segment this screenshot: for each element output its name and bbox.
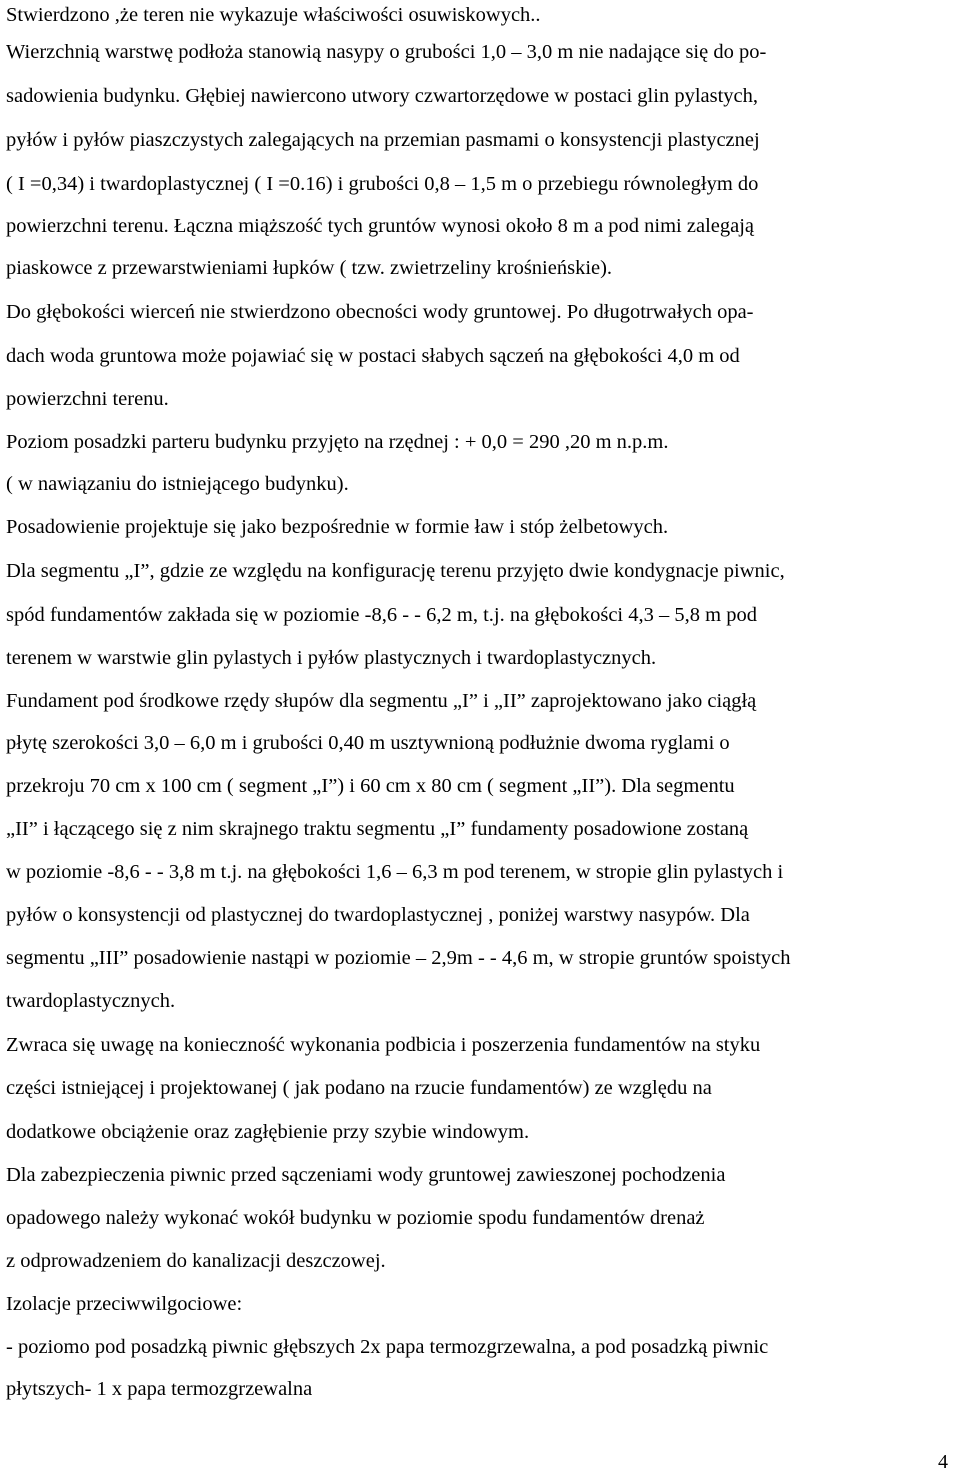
text-line: dodatkowe obciążenie oraz zagłębienie przy szybie windowym. xyxy=(6,1121,530,1143)
text-line: Stwierdzono ,że teren nie wykazuje właściwości osuwiskowych.. xyxy=(6,4,541,26)
text-line: ( I =0,34) i twardoplastycznej ( I =0.16) i grubości 0,8 – 1,5 m o przebiegu równoległym do xyxy=(6,173,759,195)
text-line: Do głębokości wierceń nie stwierdzono obecności wody gruntowej. Po długotrwałych opa- xyxy=(6,301,754,323)
text-line: segmentu „III” posadowienie nastąpi w poziomie – 2,9m - - 4,6 m, w stropie gruntów spoistych xyxy=(6,947,791,969)
text-line: części istniejącej i projektowanej ( jak podano na rzucie fundamentów) ze względu na xyxy=(6,1077,712,1099)
text-line: Fundament pod środkowe rzędy słupów dla segmentu „I” i „II” zaprojektowano jako ciągłą xyxy=(6,690,757,712)
text-line: twardoplastycznych. xyxy=(6,990,176,1012)
text-line: Izolacje przeciwwilgociowe: xyxy=(6,1293,243,1315)
text-line: Posadowienie projektuje się jako bezpośrednie w formie ław i stóp żelbetowych. xyxy=(6,516,669,538)
text-line: terenem w warstwie glin pylastych i pyłów plastycznych i twardoplastycznych. xyxy=(6,647,657,669)
text-line: ( w nawiązaniu do istniejącego budynku). xyxy=(6,473,349,495)
text-line: powierzchni terenu. Łączna miąższość tych gruntów wynosi około 8 m a pod nimi zalegają xyxy=(6,215,755,237)
page-number: 4 xyxy=(938,1451,948,1473)
text-line: sadowienia budynku. Głębiej nawiercono utwory czwartorzędowe w postaci glin pylastych, xyxy=(6,85,759,107)
text-line: pyłów i pyłów piaszczystych zalegających na przemian pasmami o konsystencji plastycznej xyxy=(6,129,760,151)
text-line: - poziomo pod posadzką piwnic głębszych 2x papa termozgrzewalna, a pod posadzką piwnic xyxy=(6,1336,769,1358)
text-line: Wierzchnią warstwę podłoża stanowią nasypy o grubości 1,0 – 3,0 m nie nadające się do po- xyxy=(6,41,767,63)
text-line: Zwraca się uwagę na konieczność wykonania podbicia i poszerzenia fundamentów na styku xyxy=(6,1034,761,1056)
text-line: piaskowce z przewarstwieniami łupków ( tzw. zwietrzeliny krośnieńskie). xyxy=(6,257,613,279)
text-line: powierzchni terenu. xyxy=(6,388,169,410)
text-line: w poziomie -8,6 - - 3,8 m t.j. na głębokości 1,6 – 6,3 m pod terenem, w stropie glin pylastych i xyxy=(6,861,784,883)
text-line: spód fundamentów zakłada się w poziomie -8,6 - - 6,2 m, t.j. na głębokości 4,3 – 5,8 m pod xyxy=(6,604,757,626)
text-line: Poziom posadzki parteru budynku przyjęto na rzędnej : + 0,0 = 290 ,20 m n.p.m. xyxy=(6,431,669,453)
text-line: pyłów o konsystencji od plastycznej do twardoplastycznej , poniżej warstwy nasypów. Dla xyxy=(6,904,750,926)
text-line: „II” i łączącego się z nim skrajnego traktu segmentu „I” fundamenty posadowione zostaną xyxy=(6,818,749,840)
text-line: płytę szerokości 3,0 – 6,0 m i grubości 0,40 m usztywnioną podłużnie dwoma ryglami o xyxy=(6,732,730,754)
text-line: z odprowadzeniem do kanalizacji deszczowej. xyxy=(6,1250,386,1272)
text-line: płytszych- 1 x papa termozgrzewalna xyxy=(6,1378,313,1400)
text-line: przekroju 70 cm x 100 cm ( segment „I”) i 60 cm x 80 cm ( segment „II”). Dla segmentu xyxy=(6,775,735,797)
text-line: Dla zabezpieczenia piwnic przed sączeniami wody gruntowej zawieszonej pochodzenia xyxy=(6,1164,726,1186)
text-line: dach woda gruntowa może pojawiać się w postaci słabych sączeń na głębokości 4,0 m od xyxy=(6,345,740,367)
text-line: opadowego należy wykonać wokół budynku w poziomie spodu fundamentów drenaż xyxy=(6,1207,705,1229)
text-line: Dla segmentu „I”, gdzie ze względu na konfigurację terenu przyjęto dwie kondygnacje piwnic, xyxy=(6,560,785,582)
